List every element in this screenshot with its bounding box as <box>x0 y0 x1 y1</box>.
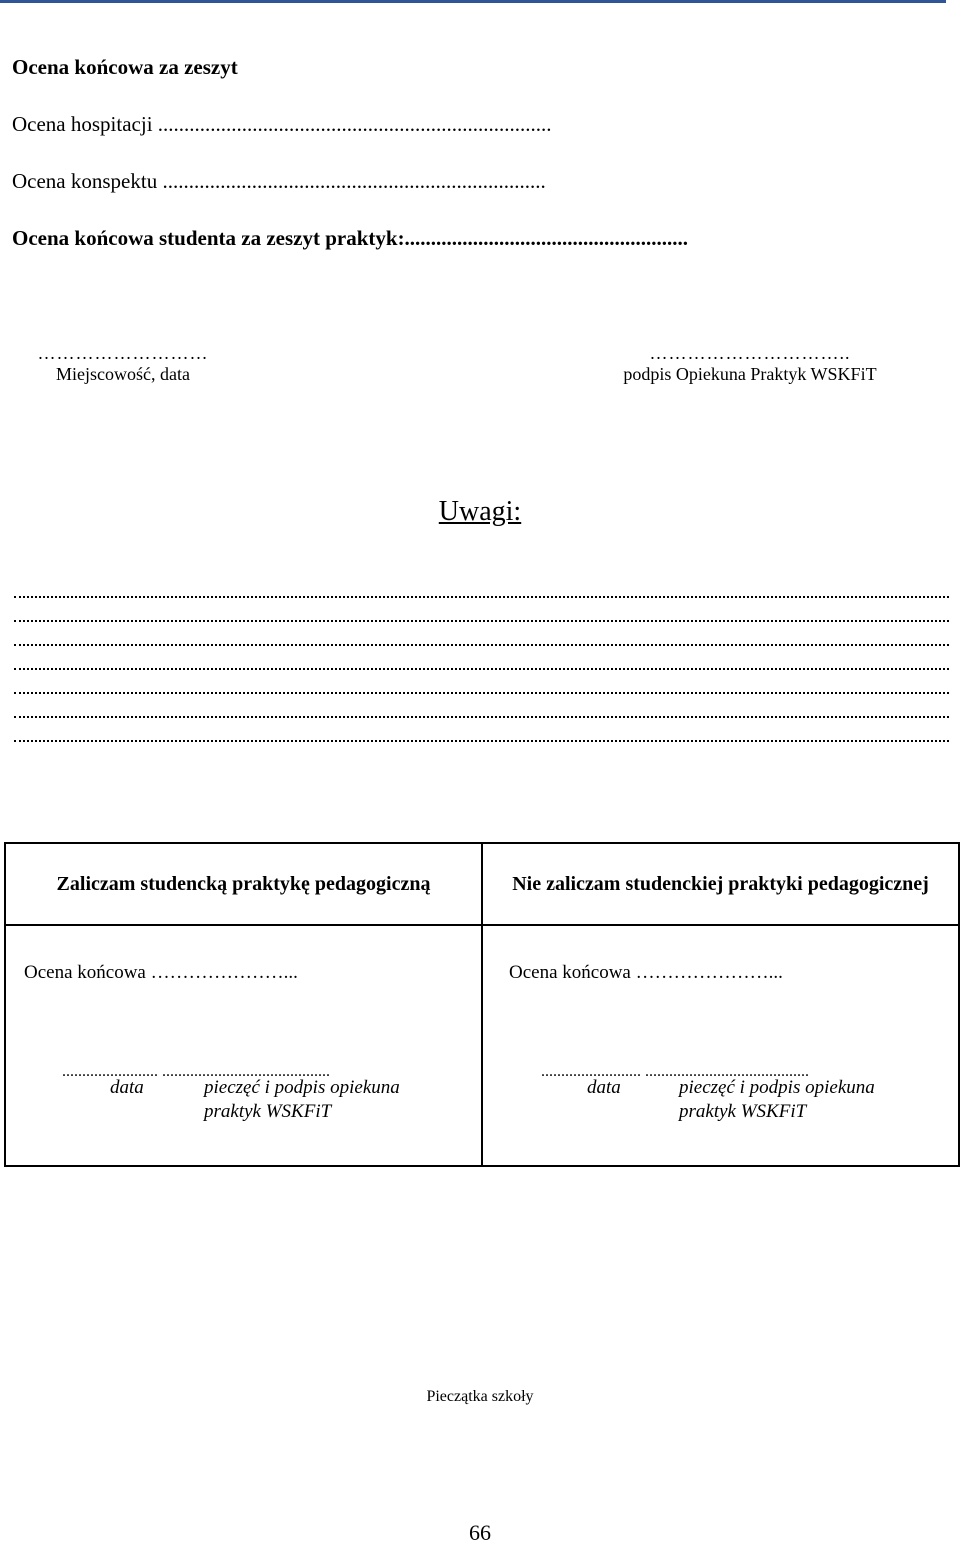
fail-header: Nie zaliczam studenckiej praktyki pedagogicznej <box>482 843 959 925</box>
place-date-label: Miejscowość, data <box>56 364 190 384</box>
remarks-line <box>14 644 949 646</box>
school-stamp-label: Pieczątka szkoły <box>426 1388 534 1405</box>
pass-stamp-label: pieczęć i podpis opiekuna praktyk WSKFiT <box>204 1077 400 1122</box>
fail-cell <box>482 925 959 1166</box>
grade-decision-table <box>4 842 960 1167</box>
remarks-line <box>14 596 949 598</box>
remarks-line <box>14 740 949 742</box>
fail-blanks: ......................... ......................................... <box>541 1063 809 1080</box>
hospitacja-grade-line: Ocena hospitacji ........................................................................... <box>12 112 552 136</box>
remarks-line <box>14 620 949 622</box>
section-title: Ocena końcowa za zeszyt <box>12 55 238 79</box>
remarks-line <box>14 692 949 694</box>
place-date-signature <box>18 343 228 385</box>
remarks-line <box>14 668 949 670</box>
page-number: 66 <box>469 1520 491 1545</box>
place-date-blank: ……………………… <box>37 343 209 363</box>
remarks-line <box>14 716 949 718</box>
supervisor-signature <box>585 343 915 385</box>
fail-final-grade: Ocena końcowa …………………... <box>509 962 783 983</box>
supervisor-signature-label: podpis Opiekuna Praktyk WSKFiT <box>623 364 877 384</box>
pass-cell <box>5 925 482 1166</box>
top-border-rule <box>0 0 946 3</box>
pass-date-label: data <box>110 1077 144 1098</box>
konspekt-grade-line: Ocena konspektu ......................................................................... <box>12 169 546 193</box>
fail-stamp-label: pieczęć i podpis opiekuna praktyk WSKFiT <box>679 1077 875 1122</box>
pass-blanks: ........................ .......................................... <box>62 1063 330 1080</box>
pass-header: Zaliczam studencką praktykę pedagogiczną <box>5 843 482 925</box>
fail-date-label: data <box>587 1077 621 1098</box>
final-grade-line: Ocena końcowa studenta za zeszyt praktyk:...................................................... <box>12 226 689 250</box>
remarks-heading: Uwagi: <box>438 496 522 527</box>
pass-final-grade: Ocena końcowa …………………... <box>24 962 298 983</box>
supervisor-signature-blank: ………………………….. <box>649 343 851 363</box>
